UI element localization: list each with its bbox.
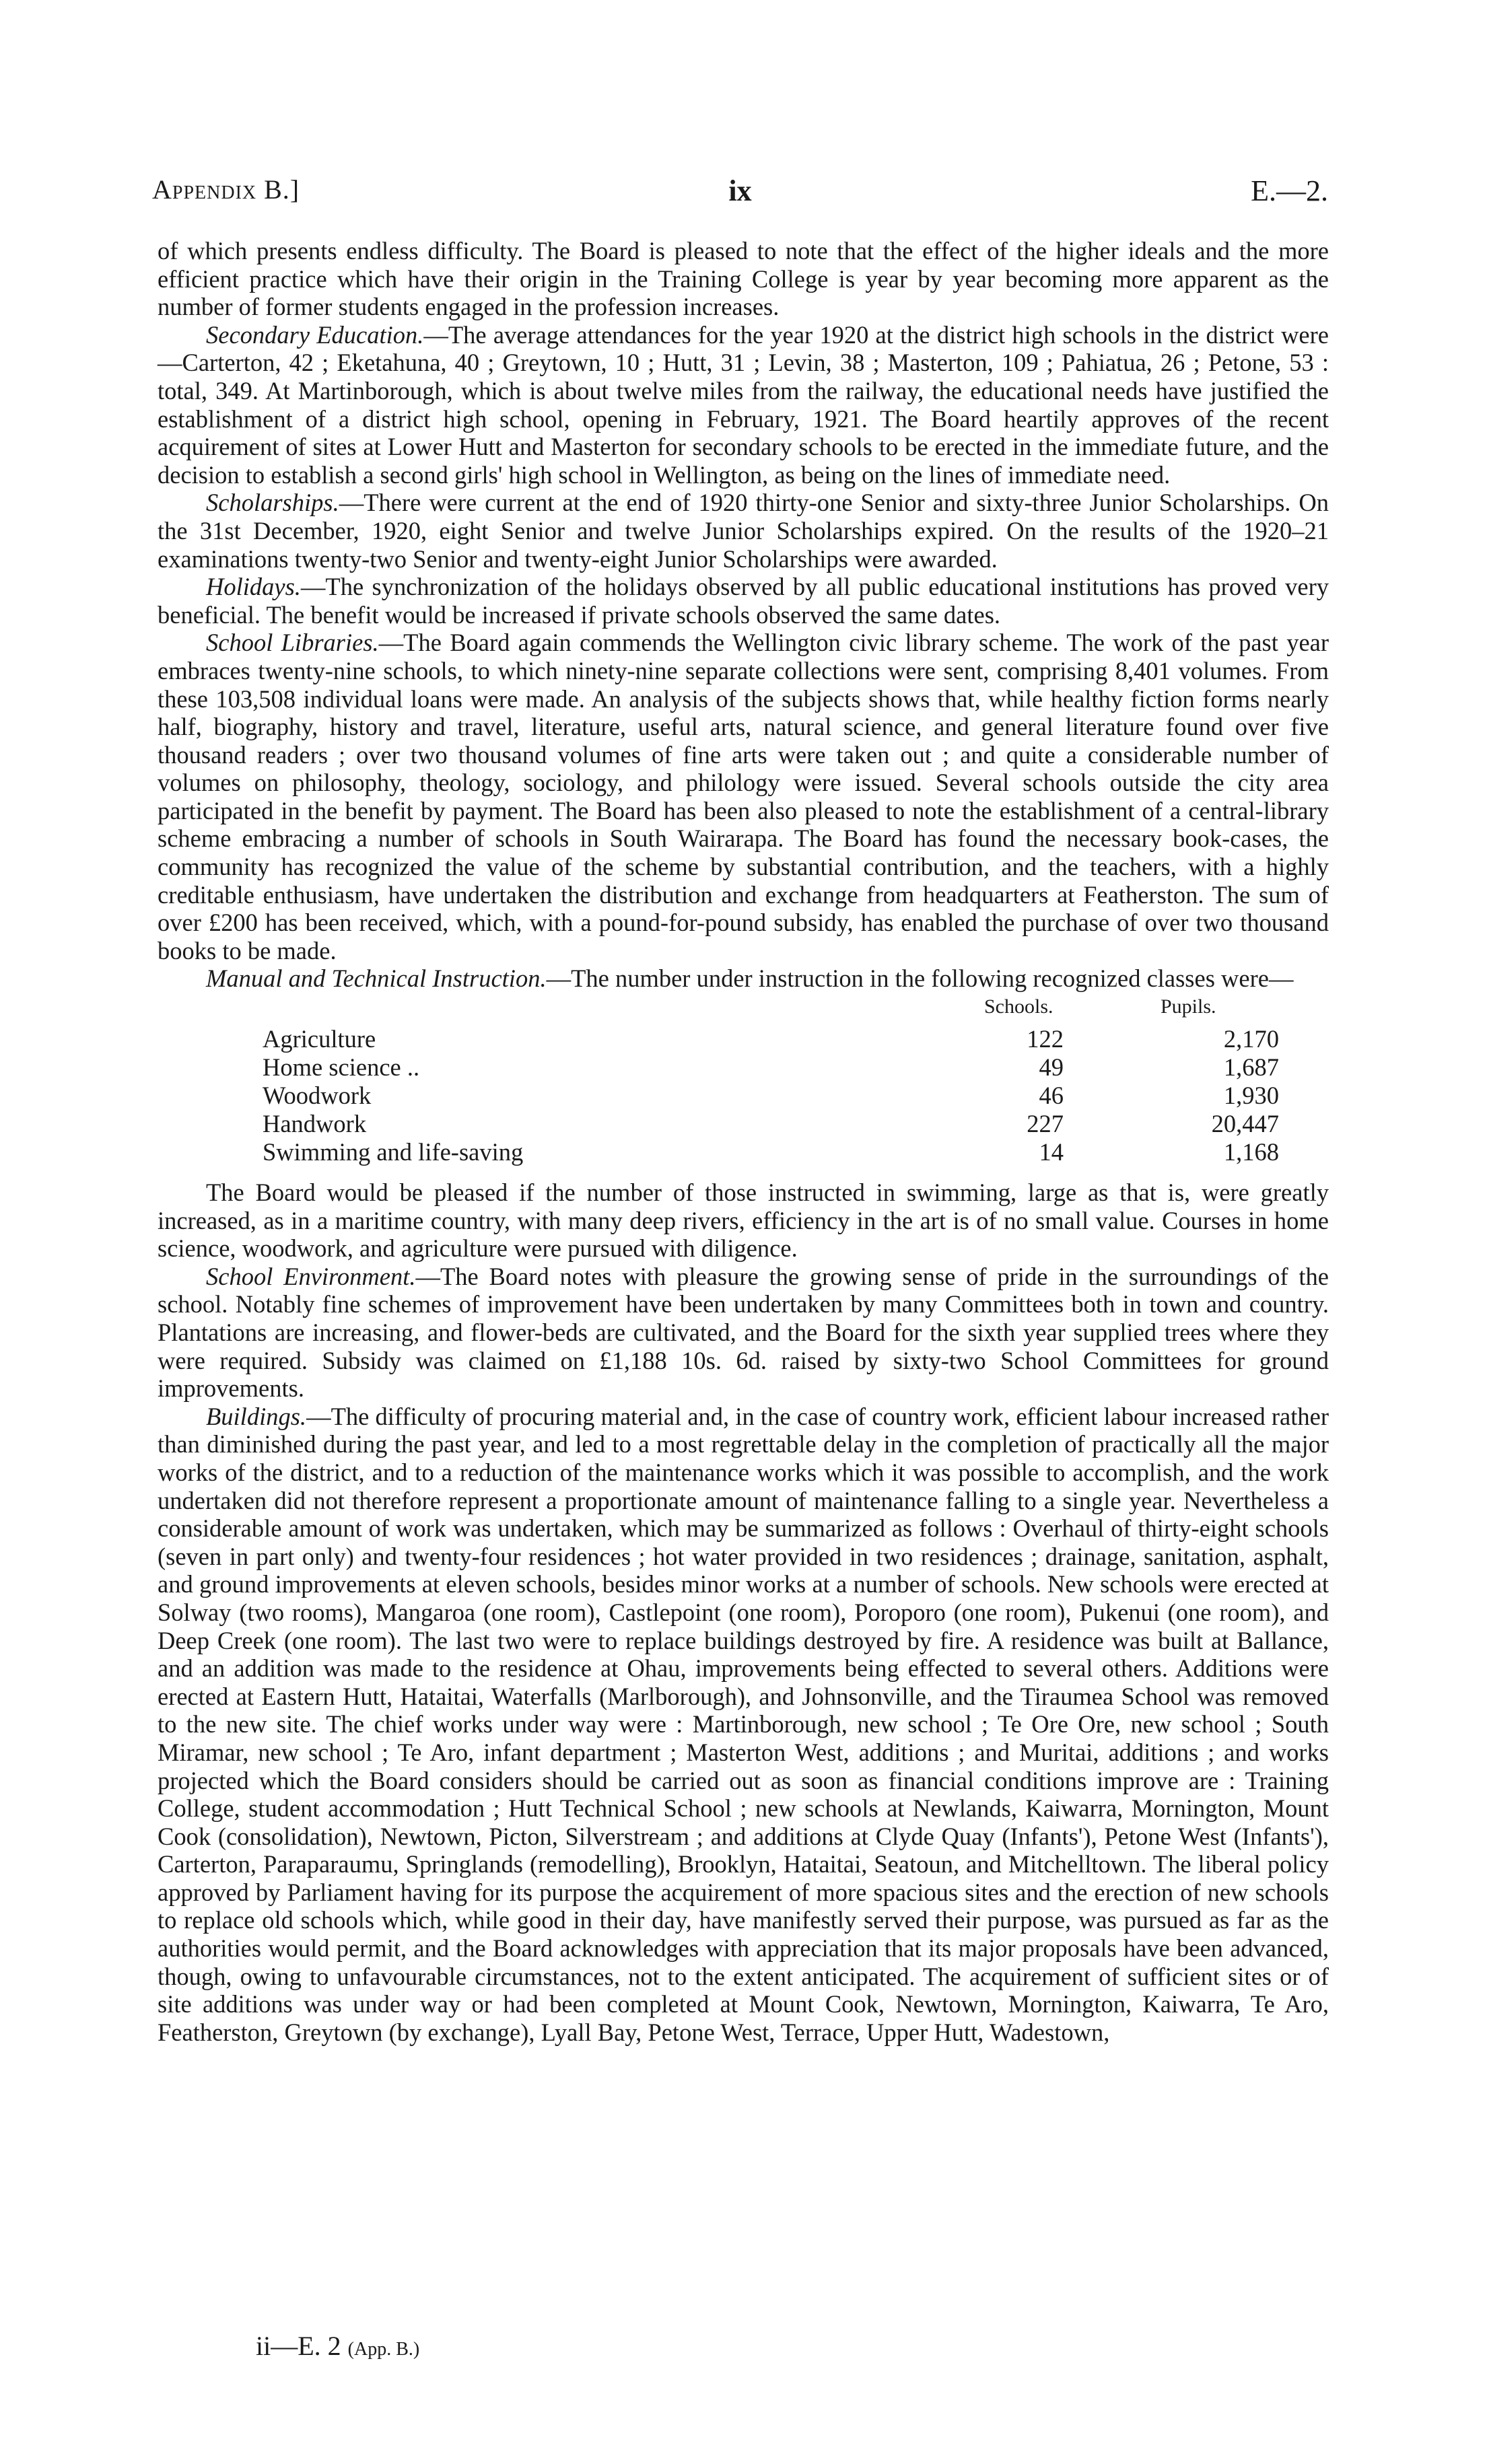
row-label: Swimming and life-saving <box>263 1138 524 1166</box>
section-heading: Holidays. <box>206 573 301 601</box>
row-label: Home science .. <box>263 1053 420 1082</box>
section-heading: Buildings. <box>206 1402 307 1430</box>
row-schools: 46 <box>1039 1082 1064 1110</box>
section-heading: Manual and Technical Instruction. <box>206 964 547 993</box>
signature-text: ii—E. 2 <box>256 2331 341 2361</box>
signature-mark <box>256 2330 419 2362</box>
paragraph-school-libraries <box>158 629 1329 964</box>
page-number: ix <box>728 174 752 207</box>
paragraph-scholarships <box>158 489 1329 573</box>
appendix-letter: B.] <box>256 174 300 205</box>
column-header-schools: Schools. <box>984 995 1053 1018</box>
row-pupils: 20,447 <box>1211 1110 1279 1138</box>
body-text <box>158 237 1329 2046</box>
paragraph-buildings <box>158 1403 1329 2047</box>
paragraph-holidays <box>158 573 1329 629</box>
row-schools: 227 <box>1027 1110 1064 1138</box>
row-label: Agriculture <box>263 1025 376 1053</box>
appendix-word: ppendix <box>172 174 257 205</box>
section-heading: School Libraries. <box>206 629 379 657</box>
section-heading: Secondary Education. <box>206 320 424 349</box>
paragraph-continuation: of which presents endless difficulty. The Board is pleased to note that the effect of the higher ideals and the more efficient practice which have their origin in the Training College is year by year becoming more apparent as the number of former students engaged in the profession increases. <box>158 237 1329 321</box>
document-reference: E.—2. <box>1251 174 1328 207</box>
section-heading: School Environment. <box>206 1262 416 1290</box>
paragraph-school-environment <box>158 1263 1329 1403</box>
row-schools: 14 <box>1039 1138 1064 1166</box>
paragraph-text: —There were current at the end of 1920 thirty-one Senior and sixty-three Junior Scholarships. On the 31st December, 1920, eight Senior and twelve Junior Scholarships expired. On the results of the 1920–21 examinations twenty-two Senior and twenty-eight Junior Scholarships were awarded. <box>158 489 1329 573</box>
table-row <box>263 1053 1326 1082</box>
appendix-initial: A <box>152 174 172 205</box>
paragraph-text: —The synchronization of the holidays observed by all public educational institutions has proved very beneficial. The benefit would be increased if private schools observed the same dates. <box>158 573 1329 629</box>
paragraph-text: —The number under instruction in the following recognized classes were— <box>546 964 1294 993</box>
row-pupils: 1,168 <box>1223 1138 1279 1166</box>
row-schools: 49 <box>1039 1053 1064 1082</box>
row-pupils: 1,930 <box>1223 1082 1279 1110</box>
table-row <box>263 1138 1326 1166</box>
paragraph-manual-technical <box>158 964 1329 993</box>
row-label: Woodwork <box>263 1082 372 1110</box>
paragraph-text: —The difficulty of procuring material and, in the case of country work, efficient labour increased rather than diminished during the past year, and led to a most regrettable delay in the completion of practically all the major works of the district, and to a reduction of the maintenance works which it was possible to accomplish, and the work undertaken did not therefore represent a proportionate amount of maintenance falling to a single year. Nevertheless a considerable amount of work was undertaken, which may be summarized as follows : Overhaul of thirty-eight schools (seven in part only) and twenty-four residences ; hot water provided in two residences ; drainage, sanitation, asphalt, and ground improvements at eleven schools, besides minor works at a number of schools. New schools were erected at Solway (two rooms), Mangaroa (one room), Castlepoint (one room), Poroporo (one room), Pukenui (one room), and Deep Creek (one room). The last two were to replace buildings destroyed by fire. A residence was built at Ballance, and an addition was made to the residence at Ohau, improvements being effected to several others. Additions were erected at Eastern Hutt, Hataitai, Waterfalls (Marlborough), and Johnsonville, and the Tiraumea School was removed to the new site. The chief works under way were : Martinborough, new school ; Te Ore Ore, new school ; South Miramar, new school ; Te Aro, infant department ; Masterton West, additions ; and Muritai, additions ; and works projected which the Board considers should be carried out as soon as financial conditions improve are : Training College, student accommodation ; Hutt Technical School ; new schools at Newlands, Kaiwarra, Mornington, Mount Cook (consolidation), Newtown, Picton, Silverstream ; and additions at Clyde Quay (Infants'), Petone West (Infants'), Carterton, Paraparaumu, Springlands (remodelling), Brooklyn, Hataitai, Seatoun, and Mitchelltown. The liberal policy approved by Parliament having for its purpose the acquirement of more spacious sites and the erection of new schools to replace old schools which, while good in their day, have manifestly served their purpose, was pursued as far as the authorities would permit, and the Board acknowledges with appreciation that its major proposals have been advanced, though, owing to unfavourable circumstances, not to the extent anticipated. The acquirement of sufficient sites or of site additions was under way or had been completed at Mount Cook, Newtown, Mornington, Kaiwarra, Te Aro, Featherston, Greytown (by exchange), Lyall Bay, Petone West, Terrace, Upper Hutt, Wadestown, <box>158 1402 1329 2046</box>
column-header-pupils: Pupils. <box>1161 995 1216 1018</box>
paragraph-swimming: The Board would be pleased if the number of those instructed in swimming, large as that is, were greatly increased, as in a maritime country, with many deep rivers, efficiency in the art is of no small value. Courses in home science, woodwork, and agriculture were pursued with diligence. <box>158 1178 1329 1263</box>
paragraph-text: —The Board notes with pleasure the growing sense of pride in the surroundings of the school. Notably fine schemes of improvement have been undertaken by many Committees both in town and country. Plantations are increasing, and flower-beds are cultivated, and the Board for the sixth year supplied trees where they were required. Subsidy was claimed on £1,188 10s. 6d. raised by sixty-two School Committees for ground improvements. <box>158 1262 1329 1403</box>
signature-note: (App. B.) <box>347 2339 420 2360</box>
paragraph-text: —The Board again commends the Wellington civic library scheme. The work of the past year embraces twenty-nine schools, to which ninety-nine separate collections were sent, comprising 8,401 volumes. From these 103,508 individual loans were made. An analysis of the subjects shows that, while healthy fiction forms nearly half, biography, history and travel, literature, useful arts, natural science, and general literature found over five thousand readers ; over two thousand volumes of fine arts were taken out ; and quite a considerable number of volumes on philosophy, theology, sociology, and philology were issued. Several schools outside the city area participated in the benefit by payment. The Board has been also pleased to note the establishment of a central-library scheme embracing a number of schools in South Wairarapa. The Board has found the necessary book-cases, the community has recognized the value of the scheme by substantial contribution, and the teachers, with a highly creditable enthusiasm, have undertaken the distribution and exchange from headquarters at Featherston. The sum of over £200 has been received, which, with a pound-for-pound subsidy, has enabled the purchase of over two thousand books to be made. <box>158 629 1329 964</box>
paragraph-text: —The average attendances for the year 1920 at the district high schools in the district were—Carterton, 42 ; Eketahuna, 40 ; Greytown, 10 ; Hutt, 31 ; Levin, 38 ; Masterton, 109 ; Pahiatua, 26 ; Petone, 53 : total, 349. At Martinborough, which is about twelve miles from the railway, the educational needs have justified the establishment of a district high school, opening in February, 1921. The Board heartily approves of the recent acquirement of sites at Lower Hutt and Masterton for secondary schools to be erected in the immediate future, and the decision to establish a second girls' high school in Wellington, as being on the lines of immediate need. <box>158 320 1329 489</box>
table-row <box>263 1110 1326 1138</box>
row-schools: 122 <box>1027 1025 1064 1053</box>
row-pupils: 2,170 <box>1223 1025 1279 1053</box>
running-header <box>152 174 1328 217</box>
instruction-table <box>158 993 1329 1178</box>
row-label: Handwork <box>263 1110 367 1138</box>
paragraph-secondary-education <box>158 321 1329 489</box>
table-row <box>263 1025 1326 1053</box>
table-row <box>263 1082 1326 1110</box>
section-heading: Scholarships. <box>206 489 339 517</box>
row-pupils: 1,687 <box>1223 1053 1279 1082</box>
